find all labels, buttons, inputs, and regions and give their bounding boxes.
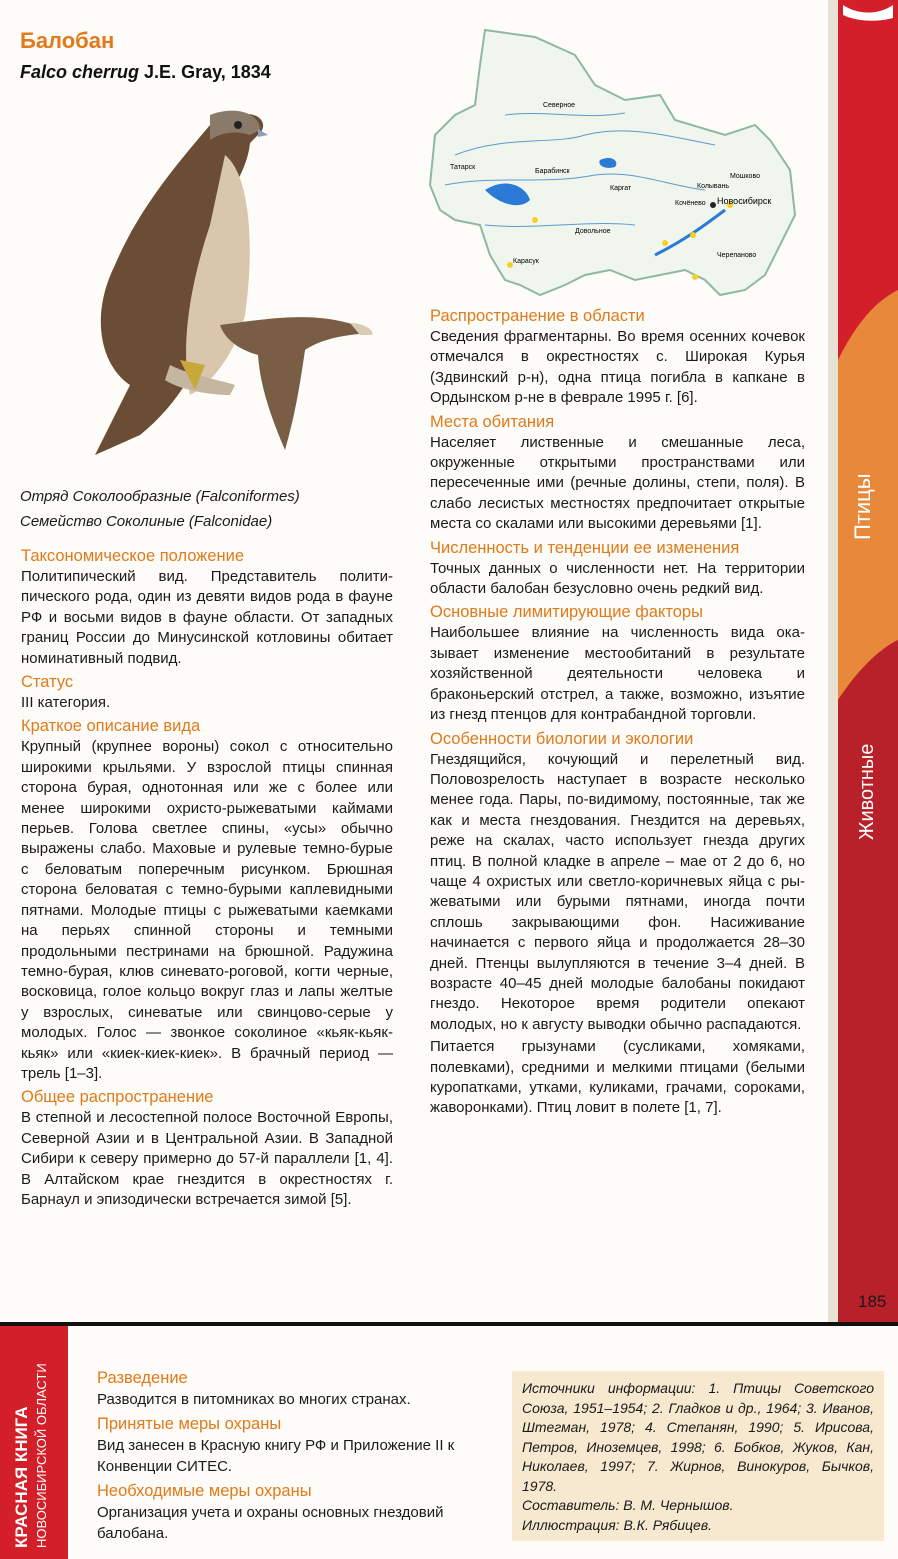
sources-illustration: Иллюстрация: В.К. Рябицев. (522, 1516, 713, 1533)
tab-birds: Птицы (850, 473, 875, 540)
section-text-biology: Гнездящийся, кочующий и перелетный вид. Половозрелость наступает в возрасте несколько менее года. Пары, по-видимому, постоянные, так же как и места гнездования. Гнездится на деревьях, реже на скалах, часто использует гнезда других птиц. В полной кладке в апреле – мае от 2 до 6, но чаще 4 охристых или светло-коричневых яйца с рыжеватыми или бурыми пятнами, иногда почти сплошь закрывающими фон. Насиживание начинается с первого яйца и продолжается 28–30 дней. Птенцы вылупляются в течение 3–4 дней. В возрасте 40–45 дней молодые балобаны покидают гнездо. Некоторое время родители опекают молодых, но к августу выводки обычно распадаются. (430, 750, 805, 1033)
section-text-breeding: Разводится в питомниках во многих странах. (97, 1391, 411, 1408)
latin-binomial: Falco cherrug (20, 62, 140, 82)
tab-animals: Животные (856, 743, 878, 840)
map-label: Мошково (730, 173, 760, 180)
section-text-measures-taken: Вид занесен в Красную книгу РФ и Приложение II к Конвенции СИТЕС. (97, 1437, 455, 1475)
section-heading-description: Краткое описание вида (21, 717, 201, 736)
latin-author: J.E. Gray, 1834 (144, 62, 271, 82)
taxonomy-order: Отряд Соколообразные (Falconiformes) (20, 488, 300, 505)
section-text-general-range: В степной и лесостепной полосе Восточной Европы, Северной Азии и в Центральной Азии. В Западной Сибири к северу примерно до 57-й параллели [1, 4]. В Алтайском крае гнездится в окрестностях г. Барнаул и эпизодически встречается зимой [5]. (21, 1109, 393, 1208)
map-label: Кочёнево (675, 200, 706, 207)
section-heading-habitat: Места обитания (430, 412, 555, 431)
map-label: Новосибирск (717, 196, 772, 206)
section-text-description: Крупный (крупнее вороны) сокол с относительно широкими крыльями. У взрослой птицы спинная сторона бурая, однотонная или же с более или менее широкими охристо-рыжеватыми каймами перьев. Голова светлее спины, «усы» обычно выражены слабо. Маховые и рулевые темно-бурые с беловатым поперечным рисунком. Брюшная сторона беловатая с темно-бурыми каплевидными пятнами. Молодые птицы с рыжеватыми каемками на перьях спинной стороны и темными продольными пестринами на брюшной. Радужина темно-бурая, клюв синевато-роговой, когти черные, восковица, голое кольцо вокруг глаз и лапы желтые у взрослых, синеватые или свинцово-серые у молодых. Голос — звонкое соколиное «кьяк-кьяк-кьяк» или «киек-киек-киек». В брачный период — трель [1–3]. (21, 738, 393, 1082)
sources-box (512, 1371, 884, 1541)
section-text-taxonomy: Политипический вид. Представитель политипического рода, один из девяти видов рода в фауне РФ и восьми видов в фауне области. От западных границ России до Минусинской котловины обитает номинативный подвид. (21, 568, 393, 667)
distribution-map (425, 25, 805, 300)
section-heading-regional-range: Распространение в области (430, 307, 645, 325)
section-text-regional-range: Сведения фрагментарны. Во время осенних кочевок отмечался в окрестностях с. Широкая Курья (Здвинский р-н), одна птица погибла в капкане в Ордынском р-не в феврале 1995 г. [6]. (430, 328, 805, 407)
section-text-habitat: Населяет лиственные и смешанные леса, окруженные открытыми пространствами или пересеченные ими (речные долины, степи, поля). В слабо лесистых местностях предпочитает открытые места со скалами или высокими деревьями [1]. (430, 433, 805, 533)
section-text-population: Точных данных о численности нет. На территории области балобан безусловно очень редкий вид. (430, 559, 805, 598)
species-latin-name (20, 62, 271, 83)
section-heading-threats: Основные лимитирующие факторы (430, 603, 703, 622)
red-book-title: КРАСНАЯ КНИГА (12, 1406, 31, 1548)
section-heading-measures-needed: Необходимые меры охраны (97, 1482, 312, 1501)
page-number: 185 (858, 1292, 887, 1311)
red-book-subtitle: НОВОСИБИРСКОЙ ОБЛАСТИ (34, 1363, 49, 1548)
map-label: Северное (543, 102, 576, 109)
section-heading-population: Численность и тенденции ее изменения (430, 538, 740, 557)
section-heading-biology: Особенности биологии и экологии (430, 729, 694, 748)
section-heading-status: Статус (21, 673, 74, 692)
species-title: Балобан (20, 28, 115, 53)
section-text-threats: Наибольшее влияние на численность вида оказывает изменение местообитаний в результате хозяйственной деятельности человека и браконьерский отстрел, а также, возможно, изъятие из гнезд птенцов для контрабандной торговли. (430, 624, 805, 724)
side-tabs (838, 0, 898, 1325)
map-label: Черепаново (717, 252, 757, 259)
right-column (430, 305, 805, 1121)
taxonomy-family: Семейство Соколиные (Falconidae) (20, 513, 273, 530)
taxonomy-block (20, 484, 300, 534)
left-column (21, 545, 393, 1212)
map-label: Довольное (575, 228, 611, 235)
map-label: Карасук (513, 258, 539, 265)
page-divider (0, 1322, 898, 1326)
sources-text: Источники информации: 1. Птицы Советского Союза, 1951–1954; 2. Гладков и др., 1964; 3. Иванов, Штегман, 1978; 4. Степанян, 1990; 5. Ирисова, Петров, Иноземцев, 1998; 6. Бобков, Жуков, Кан, Николаев, 1997; 7. Жирнов, Винокуров, Бычков, 1978. (522, 1380, 874, 1494)
sources-compiler: Составитель: В. М. Чернышов. (522, 1497, 734, 1513)
map-label: Каргат (610, 185, 632, 192)
map-label: Татарск (450, 164, 476, 171)
protection-sections (97, 1367, 472, 1547)
falcon-illustration (20, 95, 410, 475)
section-text-measures-needed: Организация учета и охраны основных гнездовий балобана. (97, 1504, 444, 1542)
section-heading-general-range: Общее распространение (21, 1088, 214, 1107)
section-heading-taxonomy: Таксономическое положение (21, 547, 245, 565)
side-strip-border (828, 0, 838, 1325)
section-heading-measures-taken: Принятые меры охраны (97, 1415, 282, 1434)
section-text-status: III категория. (21, 694, 111, 712)
section-heading-breeding: Разведение (97, 1369, 188, 1387)
map-label: Барабинск (535, 168, 570, 175)
section-text-diet: Питается грызунами (сусликами, хомяками, полевками), средними и мелкими птицами (белыми куропатками, утками, куликами, грачами, сороками, жаворонками). Птиц ловит в полете [1, 7]. (430, 1038, 805, 1117)
map-label: Колывань (697, 183, 729, 190)
